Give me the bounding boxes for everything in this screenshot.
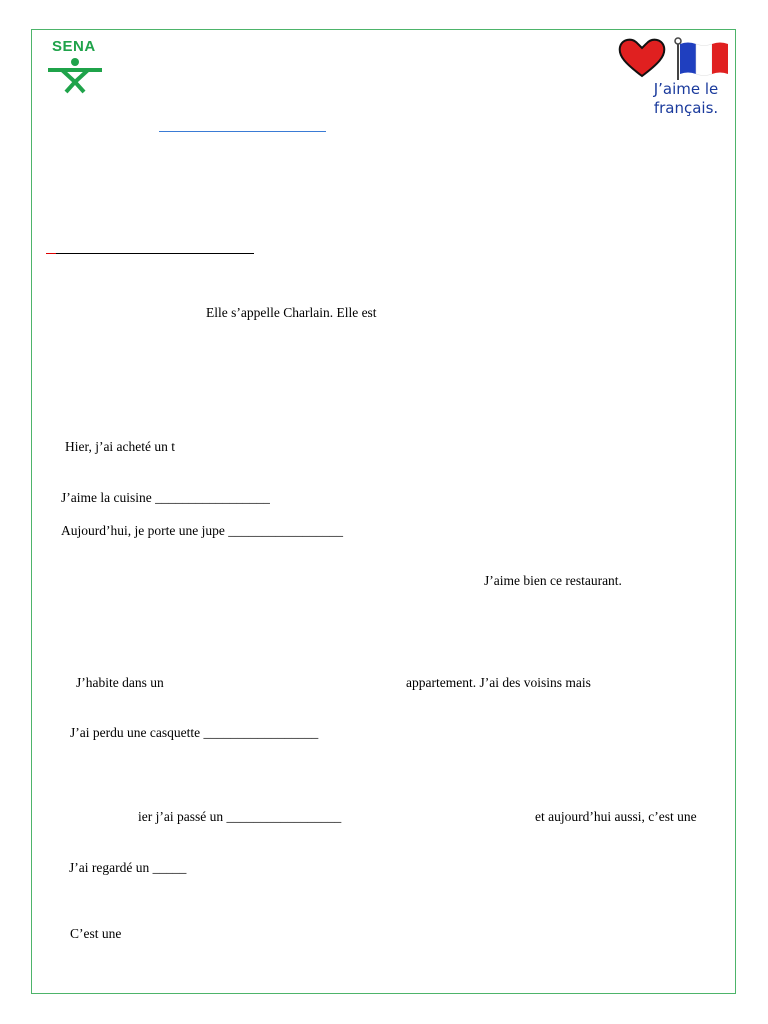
page-border (31, 29, 736, 994)
sentence-3: J’aime la cuisine _________________ (61, 490, 270, 505)
sentence-2: Hier, j’ai acheté un t (65, 439, 176, 454)
badge-line-1: J’aime le (653, 80, 719, 98)
sentence-8-end: et aujourd’hui aussi, c’est une (535, 809, 697, 824)
sentence-1: Elle s’appelle Charlain. Elle est (206, 305, 377, 320)
sena-logo-text: SENA (52, 38, 96, 55)
heart-flag-icon (616, 36, 734, 82)
badge-caption (636, 80, 736, 118)
sentence-5: J’aime bien ce restaurant. (484, 573, 622, 588)
sentence-6-start: J’habite dans un (76, 675, 164, 690)
sentence-6-end: appartement. J’ai des voisins mais (406, 675, 591, 690)
sentence-9: J’ai regardé un _____ (69, 860, 187, 875)
sena-logo (44, 38, 106, 94)
sentence-10: C’est une (70, 926, 122, 941)
sentence-7: J’ai perdu une casquette _________________ (70, 725, 319, 740)
blank-line-black (56, 253, 254, 254)
jaime-francais-badge (616, 36, 734, 126)
sentence-4: Aujourd’hui, je porte une jupe _________________ (61, 523, 343, 538)
badge-line-2: français. (653, 99, 719, 117)
blank-line-blue (159, 131, 326, 132)
blank-line-red-segment (46, 253, 56, 254)
sentence-8-start: ier j’ai passé un _________________ (138, 809, 342, 824)
